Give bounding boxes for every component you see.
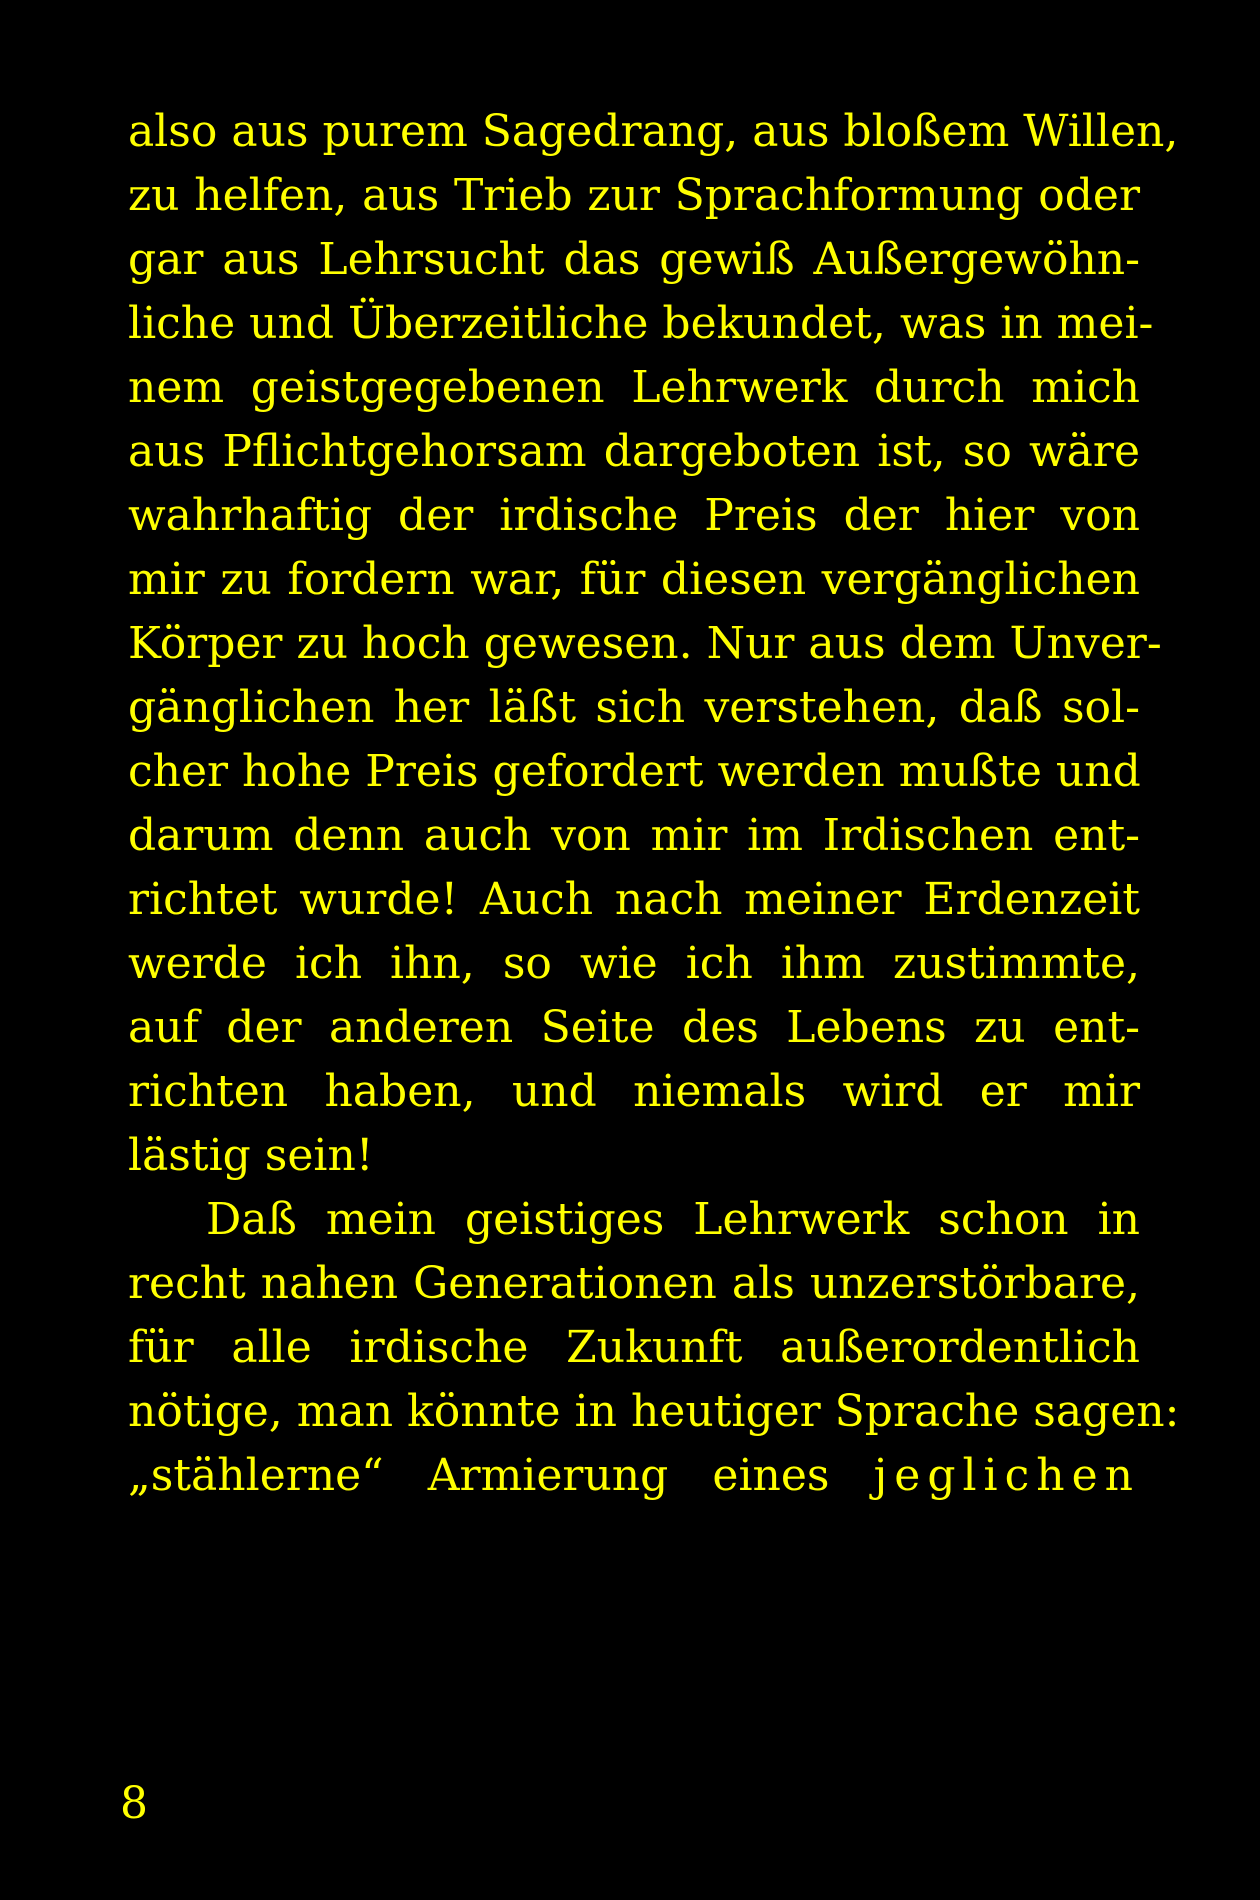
text-line: auf der anderen Seite des Lebens zu ent- [128, 1002, 1140, 1053]
text-line: richtet wurde! Auch nach meiner Erdenzeit [128, 874, 1140, 925]
text-line: gar aus Lehrsucht das gewiß Außergewöhn- [128, 234, 1140, 285]
text-line: also aus purem Sagedrang, aus bloßem Willen, [128, 106, 1179, 157]
text-line: nötige, man könnte in heutiger Sprache sagen: [128, 1386, 1180, 1437]
text-line: recht nahen Generationen als unzerstörbare, [128, 1258, 1140, 1309]
text-line: gänglichen her läßt sich verstehen, daß sol- [128, 682, 1140, 733]
text-line [128, 1440, 1140, 1512]
text-line: richten haben, und niemals wird er mir [128, 1066, 1140, 1117]
text-line: zu helfen, aus Trieb zur Sprachformung oder [128, 170, 1140, 221]
text-line: Daß mein geistiges Lehrwerk schon in [206, 1194, 1140, 1245]
text-line: Körper zu hoch gewesen. Nur aus dem Unver- [128, 618, 1162, 669]
text-line-start: „stählerne“ Armierung eines [128, 1450, 830, 1501]
text-line: darum denn auch von mir im Irdischen ent- [128, 810, 1140, 861]
text-line: für alle irdische Zukunft außerordentlich [128, 1322, 1140, 1373]
text-line: nem geistgegebenen Lehrwerk durch mich [128, 362, 1140, 413]
text-line: wahrhaftig der irdische Preis der hier von [128, 490, 1140, 541]
text-line: liche und Überzeitliche bekundet, was in mei- [128, 298, 1154, 349]
page-number: 8 [120, 1778, 148, 1829]
text-line: cher hohe Preis gefordert werden mußte und [128, 746, 1141, 797]
text-line: aus Pflichtgehorsam dargeboten ist, so wäre [128, 426, 1140, 477]
letterspaced-word: jeglichen [873, 1450, 1140, 1501]
text-line: mir zu fordern war, für diesen vergänglichen [128, 554, 1140, 605]
text-line: werde ich ihn, so wie ich ihm zustimmte, [128, 938, 1140, 989]
text-line: lästig sein! [128, 1130, 374, 1181]
